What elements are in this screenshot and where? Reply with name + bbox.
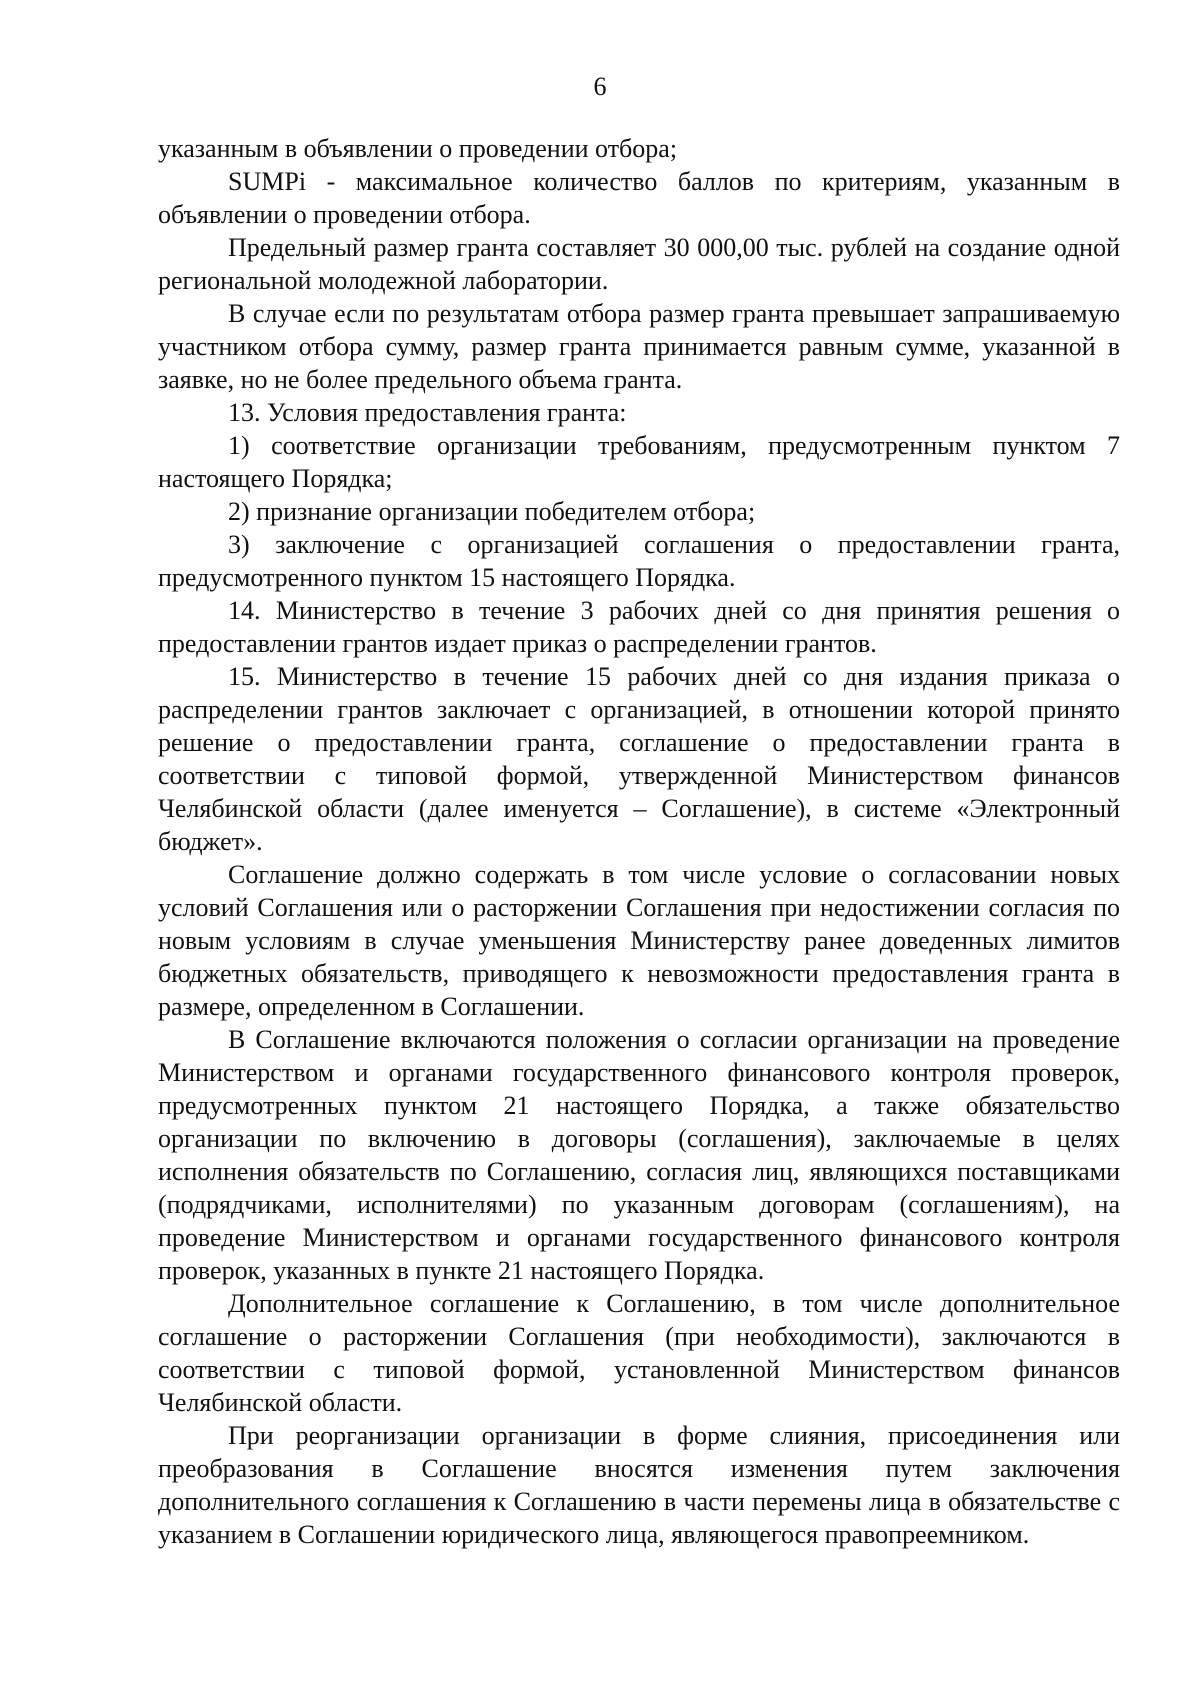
paragraph-grant-exceeds: В случае если по результатам отбора размер гранта превышает запрашиваемую участником отбора сумму, размер гранта принимается равным сумме, указанной в заявке, но не более предельного объема гранта. [158, 299, 1120, 394]
paragraph-sumpi-definition: SUMPi - максимальное количество баллов по критериям, указанным в объявлении о проведении отбора. [158, 167, 1120, 229]
paragraph-agreement-content: Соглашение должно содержать в том числе условие о согласовании новых условий Соглашения или о расторжении Соглашения при недостижении согласия по новым условиям в случае уменьшения Министерству ранее доведенных лимитов бюджетных обязательств, приводящего к невозможности предоставления гранта в размере, определенном в Соглашении. [158, 860, 1120, 1021]
paragraph-supplementary-agreement: Дополнительное соглашение к Соглашению, в том числе дополнительное соглашение о расторжении Соглашения (при необходимости), заключаются в соответствии с типовой формой, установленной Министерством финансов Челябинской области. [158, 1289, 1120, 1417]
paragraph-condition-2: 2) признание организации победителем отбора; [228, 497, 756, 526]
paragraph-condition-1: 1) соответствие организации требованиям, предусмотренным пунктом 7 настоящего Порядка; [158, 431, 1120, 493]
paragraph-condition-3: 3) заключение с организацией соглашения о предоставлении гранта, предусмотренного пунктом 15 настоящего Порядка. [158, 530, 1120, 592]
paragraph-item-13: 13. Условия предоставления гранта: [228, 398, 627, 427]
document-body [158, 132, 1120, 1551]
paragraph-agreement-provisions: В Соглашение включаются положения о согласии организации на проведение Министерством и органами государственного финансового контроля проверок, предусмотренных пунктом 21 настоящего Порядка, а также обязательство организации по включению в договоры (соглашения), заключаемые в целях исполнения обязательств по Соглашению, согласия лиц, являющихся поставщиками (подрядчиками, исполнителями) по указанным договорам (соглашениям), на проведение Министерством и органами государственного финансового контроля проверок, указанных в пункте 21 настоящего Порядка. [158, 1025, 1120, 1285]
paragraph-item-15: 15. Министерство в течение 15 рабочих дней со дня издания приказа о распределении грантов заключает с организацией, в отношении которой принято решение о предоставлении гранта, соглашение о предоставлении гранта в соответствии с типовой формой, утвержденной Министерством финансов Челябинской области (далее именуется – Соглашение), в системе «Электронный бюджет». [158, 662, 1120, 856]
page-number: 6 [593, 72, 607, 101]
paragraph-grant-limit: Предельный размер гранта составляет 30 000,00 тыс. рублей на создание одной региональной молодежной лаборатории. [158, 233, 1120, 295]
paragraph-item-14: 14. Министерство в течение 3 рабочих дней со дня принятия решения о предоставлении грантов издает приказ о распределении грантов. [158, 596, 1120, 658]
paragraph-reorganization: При реорганизации организации в форме слияния, присоединения или преобразования в Соглашение вносятся изменения путем заключения дополнительного соглашения к Соглашению в части перемены лица в обязательстве с указанием в Соглашении юридического лица, являющегося правопреемником. [158, 1421, 1120, 1549]
paragraph-continuation: указанным в объявлении о проведении отбора; [158, 134, 678, 163]
